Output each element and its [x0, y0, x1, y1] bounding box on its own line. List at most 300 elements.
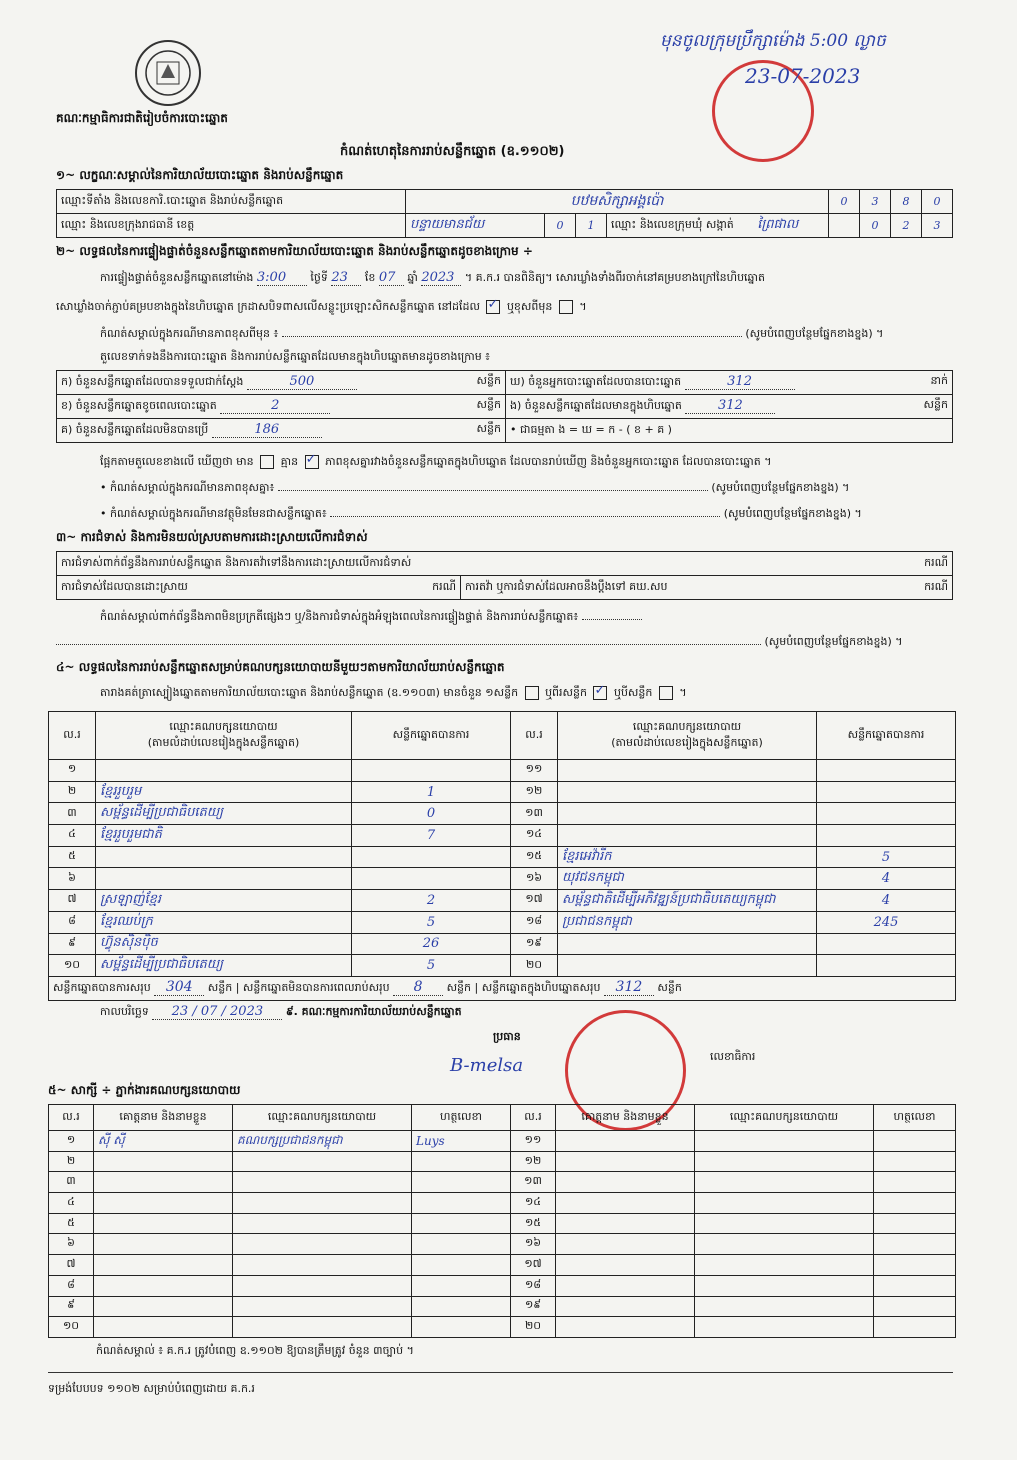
witness-row [49, 1234, 956, 1255]
office-name-label: ឈ្មោះទីតាំង និងលេខការិ.បោះឆ្នោត និងរាប់សន្លឹកឆ្នោត [57, 190, 406, 214]
witness-name [556, 1172, 695, 1193]
witness-row [49, 1317, 956, 1338]
p1-text: ការផ្ទៀងផ្ទាត់ចំនួនសន្លឹកឆ្នោតនៅម៉ោង [100, 271, 254, 284]
p1-year-label: ឆ្នាំ [407, 271, 418, 284]
handwritten-date: 23-07-2023 [745, 64, 861, 88]
fill-more-hint: (សូមបំពេញបន្ថែមផ្នែកខាងខ្នង) ។ [745, 327, 884, 340]
witness-name [556, 1213, 695, 1234]
p1-day-label: ថ្ងៃទី [310, 271, 328, 284]
witness-signature: Luys [412, 1131, 511, 1152]
figure-row-a [57, 371, 506, 395]
footer-rule [48, 1372, 953, 1373]
figure-unit: សន្លឹក [476, 422, 501, 435]
witness-name [556, 1193, 695, 1214]
result-votes [817, 933, 956, 955]
total-box-label: សន្លឹកឆ្នោតក្នុងហិបឆ្នោតសរុប [481, 981, 601, 995]
result-row [49, 781, 956, 803]
witness-no: ១០ [49, 1317, 94, 1338]
witness-party [233, 1193, 412, 1214]
three-sheets-checkbox[interactable] [659, 686, 673, 700]
result-votes [817, 825, 956, 847]
p1-text-b: ។ គ.ក.រ បានពិនិត្យ។ សោរឃ្លាំងទាំងពីរចាក់នៅគម្របខាងក្រៅនៃហិបឆ្នោត [464, 271, 766, 284]
witness-signature [874, 1213, 956, 1234]
witness-signature [412, 1151, 511, 1172]
result-no: ៩ [49, 933, 96, 955]
witness-name [94, 1193, 233, 1214]
result-votes: 5 [352, 911, 511, 933]
result-no: ៦ [49, 868, 96, 890]
witness-name [556, 1296, 695, 1317]
witness-party [695, 1296, 874, 1317]
result-party: ប្រជាជនកម្ពុជា [558, 911, 817, 933]
difference-line [100, 455, 771, 471]
result-votes: 245 [817, 911, 956, 933]
two-sheets-checkbox[interactable] [593, 686, 607, 700]
objections-table [56, 551, 953, 600]
result-party: សម្ព័ន្ធដើម្បីប្រជាធិបតេយ្យ [96, 955, 352, 977]
col-no: ល.រ [49, 712, 96, 760]
commune-number-digit: 0 [860, 214, 891, 238]
results-table [48, 711, 956, 1001]
witness-party [233, 1172, 412, 1193]
witness-name [94, 1317, 233, 1338]
result-votes: 1 [352, 781, 511, 803]
result-party: ខ្មែរអេវ៉ារីក [558, 846, 817, 868]
result-party: យុវជនកម្ពុជា [558, 868, 817, 890]
witness-no: ៥ [49, 1213, 94, 1234]
result-no: ១០ [49, 955, 96, 977]
witness-signature [874, 1193, 956, 1214]
signers-label: ៩. គណៈកម្មការការិយាល័យរាប់សន្លឹកឆ្នោត [285, 1005, 462, 1018]
section1-heading: ១~ លក្ខណៈសម្គាល់នៃការិយាល័យបោះឆ្នោត និងរាប់សន្លឹកឆ្នោត [56, 168, 344, 182]
witness-name [94, 1255, 233, 1276]
result-no: ១៨ [511, 911, 558, 933]
figure-value: 500 [247, 374, 357, 390]
witness-no: ១៩ [511, 1296, 556, 1317]
result-votes: 5 [817, 846, 956, 868]
emblem-icon [137, 42, 199, 104]
total-valid-label: សន្លឹកឆ្នោតបានការសរុប [53, 981, 151, 995]
total-box: 312 [604, 979, 654, 996]
witness-name [556, 1317, 695, 1338]
fill-more-hint: (សូមបំពេញបន្ថែមផ្នែកខាងខ្នង) ។ [711, 481, 850, 494]
result-party: ស្រឡាញ់ខ្មែរ [96, 890, 352, 912]
w-col-sign: ហត្ថលេខា [874, 1105, 956, 1131]
result-no: ១៦ [511, 868, 558, 890]
witness-signature [412, 1296, 511, 1317]
w-col-name: គោត្តនាម និងនាមខ្លួន [556, 1105, 695, 1131]
witness-row [49, 1151, 956, 1172]
handwritten-note: មុនចូលក្រុមប្រឹក្សាម៉ោង 5:00 ល្ងាច [660, 31, 886, 51]
witness-no: ១៧ [511, 1255, 556, 1276]
witness-signature [874, 1131, 956, 1152]
witness-signature [412, 1193, 511, 1214]
commune-number-digit: 3 [922, 214, 953, 238]
witness-name [556, 1255, 695, 1276]
witness-name: ស៊ី ស៊ី [94, 1131, 233, 1152]
result-party: សម្ព័ន្ធដើម្បីប្រជាធិបតេយ្យ [96, 803, 352, 825]
section3-note [100, 610, 642, 626]
sheet-unit: សន្លឹក [446, 981, 472, 995]
result-votes: 2 [352, 890, 511, 912]
witness-party [695, 1131, 874, 1152]
witness-no: ២០ [511, 1317, 556, 1338]
witness-party [233, 1213, 412, 1234]
result-no: ១៧ [511, 890, 558, 912]
col-party [558, 712, 817, 760]
result-no: ៧ [49, 890, 96, 912]
result-no: ៣ [49, 803, 96, 825]
col-votes: សន្លឹកឆ្នោតបានការ [817, 712, 956, 760]
bullet1-label: • កំណត់សម្គាល់ក្នុងករណីមានភាពខុសគ្នា៖ [100, 481, 275, 494]
witness-name [556, 1234, 695, 1255]
witness-name [556, 1151, 695, 1172]
chair-label: ប្រធាន [493, 1030, 521, 1043]
figure-value: 186 [212, 422, 322, 438]
resolved-objections [57, 576, 461, 600]
result-row [49, 911, 956, 933]
col-party-sub: (តាមលំដាប់លេខរៀងក្នុងសន្លឹកឆ្នោត) [147, 735, 300, 749]
difference-note-label: កំណត់សម្គាល់ក្នុងករណីមានភាពខុសពីមុន ៖ [100, 327, 279, 340]
cases-label: ករណី [924, 579, 948, 593]
results-totals: សន្លឹកឆ្នោតបានការសរុប 304 សន្លឹក | សន្លឹកឆ្នោតមិនបានការពេលរាប់សរុប 8 សន្លឹក | សន្លឹកឆ្នោតក្នុងហិបឆ្នោតសរុប 312 សន្លឹក [49, 976, 956, 1000]
witness-party: គណបក្សប្រជាជនកម្ពុជា [233, 1131, 412, 1152]
result-no: ៥ [49, 846, 96, 868]
section2-heading: ២~ លទ្ធផលនៃការផ្ទៀងផ្ទាត់ចំនួនសន្លឹកឆ្នោតតាមការិយាល័យបោះឆ្នោត និងរាប់សន្លឹកឆ្នោតដូចខាងក្រោម ÷ [56, 244, 533, 258]
witness-no: ១ [49, 1131, 94, 1152]
witness-signature [412, 1172, 511, 1193]
committee-emblem [135, 40, 201, 106]
col-party-sub: (តាមលំដាប់លេខរៀងក្នុងសន្លឹកឆ្នោត) [611, 735, 763, 749]
opt3-label: ឬបីសន្លឹក [613, 686, 653, 699]
result-row [49, 846, 956, 868]
witness-signature [412, 1317, 511, 1338]
result-row [49, 868, 956, 890]
section5-note: កំណត់សម្គាល់ ៖ គ.ក.រ ត្រូវបំពេញ ឧ.១១០២ ឱ្យបានត្រឹមត្រូវ ចំនួន ៣ច្បាប់ ។ [96, 1344, 414, 1357]
witness-no: ២ [49, 1151, 94, 1172]
witness-name [94, 1172, 233, 1193]
witness-party [695, 1255, 874, 1276]
section1-table [56, 189, 953, 238]
result-row [49, 825, 956, 847]
witness-name [94, 1213, 233, 1234]
witness-no: ១៦ [511, 1234, 556, 1255]
result-no: ១១ [511, 760, 558, 782]
result-votes [352, 868, 511, 890]
witness-no: ១៣ [511, 1172, 556, 1193]
result-party [96, 846, 352, 868]
result-votes: 26 [352, 933, 511, 955]
no-difference-checkbox[interactable] [305, 455, 319, 469]
difference-note-field[interactable] [282, 336, 742, 337]
bullet2-label: • កំណត់សម្គាល់ក្នុងករណីមានវត្ថុមិនមែនជាសន្លឹកឆ្នោត៖ [100, 507, 327, 520]
result-party [558, 825, 817, 847]
province-value: បន្ទាយមានជ័យ [406, 214, 545, 238]
witness-no: ១៥ [511, 1213, 556, 1234]
col-votes: សន្លឹកឆ្នោតបានការ [352, 712, 511, 760]
bullet2-field[interactable] [330, 516, 720, 517]
witness-row [49, 1172, 956, 1193]
result-party: ខ្មែរឈប់ក្រ [96, 911, 352, 933]
witness-row [49, 1255, 956, 1276]
office-number-digit: 3 [860, 190, 891, 214]
one-sheet-checkbox[interactable] [525, 686, 539, 700]
check-time: 3:00 [257, 270, 307, 286]
result-row [49, 955, 956, 977]
fill-more-hint: (សូមបំពេញបន្ថែមផ្នែកខាងខ្នង) ។ [723, 507, 862, 520]
result-no: ២០ [511, 955, 558, 977]
result-party [558, 803, 817, 825]
w-col-no: ល.រ [511, 1105, 556, 1131]
figure-label: ក) ចំនួនសន្លឹកឆ្នោតដែលបានទទួលជាក់ស្តែង [61, 375, 244, 388]
result-party: ខ្មែររួបរួម [96, 781, 352, 803]
witness-row [49, 1275, 956, 1296]
witness-party [695, 1151, 874, 1172]
bullet1-field[interactable] [278, 490, 708, 491]
figure-formula: • ជាធម្មតា ង = ឃ = ក - ( ខ + គ ) [506, 419, 953, 443]
witness-no: ១៤ [511, 1193, 556, 1214]
same-checkbox[interactable] [486, 300, 500, 314]
result-votes: 0 [352, 803, 511, 825]
objections-row1-text: ការជំទាស់ពាក់ព័ន្ធនឹងការរាប់សន្លឹកឆ្នោត និងការតវ៉ាទៅនឹងការដោះស្រាយលើការជំទាស់ [61, 555, 412, 569]
commune-label [607, 214, 829, 238]
p2-text: សោឃ្លាំងចាក់ភ្ជាប់គម្របខាងក្នុងនៃហិបឆ្នោត ក្រដាសបិទពាសលើសន្លូះប្រឡោះសិកសន្លឹកឆ្នោត នៅដដែល [56, 300, 480, 313]
witness-party [695, 1275, 874, 1296]
office-number-digit: 0 [922, 190, 953, 214]
witness-party [695, 1317, 874, 1338]
result-row [49, 890, 956, 912]
bullet2-line [100, 507, 862, 523]
p4-text: ផ្អែកតាមតួលេខខាងលើ ឃើញថា មាន [100, 455, 254, 468]
result-votes [817, 781, 956, 803]
witness-row [49, 1296, 956, 1317]
witness-party [695, 1193, 874, 1214]
result-no: ២ [49, 781, 96, 803]
opt2-label: ឬពីរសន្លឹក [545, 686, 587, 699]
made-date-line [100, 1004, 462, 1021]
w-col-sign: ហត្ថលេខា [412, 1105, 511, 1131]
province-number-digit: 0 [545, 214, 576, 238]
committee-name: គណៈកម្មាធិការជាតិរៀបចំការបោះឆ្នោត [56, 111, 228, 125]
section3-note-label: កំណត់សម្គាល់ពាក់ព័ន្ធនឹងភាពមិនប្រក្រតីផ្សេងៗ ឬ/និងការជំទាស់ក្នុងអំឡុងពេលនៃការផ្ទៀងផ្ទាត់ និងការរាប់សន្លឹកឆ្នោត៖ [100, 610, 579, 623]
witness-no: ៣ [49, 1172, 94, 1193]
witness-party [695, 1234, 874, 1255]
intro-text: តារាងគត់ត្រាស្បៀងឆ្នោតតាមការិយាល័យបោះឆ្នោត និងរាប់សន្លឹកឆ្នោត (ឧ.១១០៣) មានចំនួន ១សន្លឹក [100, 686, 519, 699]
figure-unit: សន្លឹក [923, 398, 948, 411]
witness-signature [874, 1317, 956, 1338]
result-no: ១៥ [511, 846, 558, 868]
witness-party [233, 1275, 412, 1296]
sheet-unit: សន្លឹក [207, 981, 233, 995]
objections-row1 [57, 552, 953, 576]
result-no: ១៩ [511, 933, 558, 955]
witness-signature [412, 1255, 511, 1276]
cases-label: ករណី [432, 579, 456, 593]
witness-signature [874, 1275, 956, 1296]
p4-none: គ្មាន [280, 455, 299, 468]
w-col-party: ឈ្មោះគណបក្សនយោបាយ [233, 1105, 412, 1131]
result-votes [817, 955, 956, 977]
witness-no: ៧ [49, 1255, 94, 1276]
witness-row [49, 1193, 956, 1214]
result-no: ១២ [511, 781, 558, 803]
commune-number-spacer [829, 214, 860, 238]
p1-month-label: ខែ [364, 271, 376, 284]
result-votes: 5 [352, 955, 511, 977]
p2-or: ឬខុសពីមុន [506, 300, 553, 313]
total-valid: 304 [154, 979, 204, 996]
chair-signature: B-melsa [450, 1055, 524, 1076]
section3-note-field2[interactable] [56, 644, 761, 645]
result-party [558, 933, 817, 955]
has-difference-checkbox[interactable] [260, 455, 274, 469]
appealed-objections [461, 576, 953, 600]
figure-row-b [57, 395, 506, 419]
resolved-label: ការជំទាស់ដែលបានដោះស្រាយ [61, 579, 188, 593]
witness-no: ៦ [49, 1234, 94, 1255]
figure-label: ឃ) ចំនួនអ្នកបោះឆ្នោតដែលបានបោះឆ្នោត [510, 375, 682, 388]
section3-note-field[interactable] [582, 619, 642, 620]
result-no: ១៣ [511, 803, 558, 825]
witness-party [233, 1296, 412, 1317]
col-party-title: ឈ្មោះគណបក្សនយោបាយ [169, 719, 278, 733]
section4-intro: តារាងគត់ត្រាស្បៀងឆ្នោតតាមការិយាល័យបោះឆ្នោត និងរាប់សន្លឹកឆ្នោត (ឧ.១១០៣) មានចំនួន ១សន្លឹក ឬពីរសន្លឹក ✓ ឬបីសន្លឹក ។ [100, 686, 687, 702]
form-footer: ទម្រង់បែបបទ ១១០២ សម្រាប់បំពេញដោយ គ.ក.រ [48, 1382, 255, 1395]
section2-paragraph1 [100, 270, 765, 287]
result-party: ហ៊្វុនស៊ិនប៉ិច [96, 933, 352, 955]
result-row [49, 760, 956, 782]
witness-body [49, 1131, 956, 1338]
office-name-value: បឋមសិក្សាអង្គប៉ោ [406, 190, 829, 214]
figure-unit: សន្លឹក [476, 374, 501, 387]
witness-no: ១៨ [511, 1275, 556, 1296]
section4-heading: ៤~ លទ្ធផលនៃការរាប់សន្លឹកឆ្នោតសម្រាប់គណបក្សនយោបាយនីមួយៗតាមការិយាល័យរាប់សន្លឹកឆ្នោត [56, 660, 505, 674]
office-number-digit: 8 [891, 190, 922, 214]
witness-signature [874, 1151, 956, 1172]
section3-heading: ៣~ ការជំទាស់ និងការមិនយល់ស្របតាមការដោះស្រាយលើការជំទាស់ [56, 530, 368, 544]
secretary-label: លេខាធិការ [710, 1050, 756, 1063]
cases-label: ករណី [924, 555, 948, 569]
figure-row-d [506, 371, 953, 395]
witness-party [233, 1234, 412, 1255]
form-title: កំណត់ហេតុនៃការរាប់សន្លឹកឆ្នោត (ឧ.១១០២) [340, 144, 565, 159]
witness-no: ១២ [511, 1151, 556, 1172]
figure-value: 312 [685, 398, 775, 414]
result-party [558, 760, 817, 782]
w-col-name: គោត្តនាម និងនាមខ្លួន [94, 1105, 233, 1131]
figure-unit: សន្លឹក [476, 398, 501, 411]
witness-signature [874, 1255, 956, 1276]
figure-value: 312 [685, 374, 795, 390]
section3-note-line2 [56, 635, 903, 651]
w-col-no: ល.រ [49, 1105, 94, 1131]
figure-label: គ) ចំនួនសន្លឹកឆ្នោតដែលមិនបានប្រើ [61, 423, 209, 436]
province-number-digit: 1 [576, 214, 607, 238]
results-body [49, 760, 956, 977]
witness-name [94, 1151, 233, 1172]
result-row [49, 803, 956, 825]
total-invalid: 8 [393, 979, 443, 996]
check-day: 23 [331, 270, 361, 286]
figure-unit: នាក់ [930, 374, 948, 387]
result-votes [352, 760, 511, 782]
commune-value: ព្រៃផាល [757, 217, 799, 232]
witness-no: ៤ [49, 1193, 94, 1214]
result-no: ១៤ [511, 825, 558, 847]
figures-table [56, 370, 953, 443]
figure-row-c [57, 419, 506, 443]
col-party-title: ឈ្មោះគណបក្សនយោបាយ [632, 719, 742, 733]
col-no: ល.រ [511, 712, 558, 760]
witness-party [695, 1172, 874, 1193]
check-month: 07 [379, 270, 404, 286]
result-votes [817, 760, 956, 782]
witness-signature [412, 1234, 511, 1255]
commune-label-text: ឈ្មោះ និងលេខក្រុមឃុំ សង្កាត់ [611, 218, 734, 231]
figure-value: 2 [220, 398, 330, 414]
different-checkbox[interactable] [559, 300, 573, 314]
witness-name [556, 1131, 695, 1152]
made-on-label: កាលបរិច្ឆេទ [100, 1005, 149, 1018]
result-party: សម្ព័ន្ធជាតិដើម្បីអភិវឌ្ឍន៍ប្រជាធិបតេយ្យកម្ពុជា [558, 890, 817, 912]
witness-no: ៨ [49, 1275, 94, 1296]
witness-signature [412, 1213, 511, 1234]
witness-no: ១១ [511, 1131, 556, 1152]
appealed-label: ការតវ៉ា ឬការជំទាស់ដែលអាចនឹងប្តឹងទៅ គឃ.សប [465, 579, 668, 593]
result-party [96, 868, 352, 890]
result-party [558, 955, 817, 977]
sheet-unit: សន្លឹក [657, 981, 682, 995]
w-col-party: ឈ្មោះគណបក្សនយោបាយ [695, 1105, 874, 1131]
col-party [96, 712, 352, 760]
witness-signature [874, 1296, 956, 1317]
witness-party [233, 1151, 412, 1172]
p4-text-c: ភាពខុសគ្នារវាងចំនួនសន្លឹកឆ្នោតក្នុងហិបឆ្នោត ដែលបានរាប់ឃើញ និងចំនួនអ្នកបោះឆ្នោត ដែលបានបោះឆ្នោត ។ [325, 455, 772, 468]
section2-paragraph2: សោឃ្លាំងចាក់ភ្ជាប់គម្របខាងក្នុងនៃហិបឆ្នោត ក្រដាសបិទពាសលើសន្លូះប្រឡោះសិកសន្លឹកឆ្នោត នៅដដែល ✓ ឬខុសពីមុន ។ [56, 300, 587, 316]
result-no: ១ [49, 760, 96, 782]
witness-no: ៩ [49, 1296, 94, 1317]
difference-note-line [100, 327, 950, 343]
witness-party [695, 1213, 874, 1234]
witness-party [233, 1317, 412, 1338]
result-party [558, 781, 817, 803]
fill-more-hint: (សូមបំពេញបន្ថែមផ្នែកខាងខ្នង) ។ [764, 635, 903, 648]
witness-party [233, 1255, 412, 1276]
figure-label: ង) ចំនួនសន្លឹកឆ្នោតដែលមានក្នុងហិបឆ្នោត [510, 399, 682, 412]
result-party: ខ្មែររួបរួមជាតិ [96, 825, 352, 847]
result-votes: 7 [352, 825, 511, 847]
result-party [96, 760, 352, 782]
figure-row-e [506, 395, 953, 419]
result-votes [352, 846, 511, 868]
commune-number-digit: 2 [891, 214, 922, 238]
witness-table [48, 1104, 956, 1338]
made-date: 23 / 07 / 2023 [152, 1004, 282, 1020]
witness-row [49, 1131, 956, 1152]
bullet1-line [100, 481, 849, 497]
figures-intro: តួលេខទាក់ទងនឹងការបោះឆ្នោត និងការរាប់សន្លឹកឆ្នោតដែលមានក្នុងហិបឆ្នោតមានដូចខាងក្រោម ៖ [100, 350, 491, 363]
province-label: ឈ្មោះ និងលេខក្រុងរាជធានី ខេត្ត [57, 214, 406, 238]
total-invalid-label: សន្លឹកឆ្នោតមិនបានការពេលរាប់សរុប [242, 981, 390, 995]
section5-heading: ៥~ សាក្សី ÷ ភ្នាក់ងារគណបក្សនយោបាយ [48, 1083, 241, 1097]
witness-signature [874, 1172, 956, 1193]
witness-name [94, 1296, 233, 1317]
witness-name [94, 1234, 233, 1255]
check-year: 2023 [421, 270, 461, 286]
result-votes: 4 [817, 868, 956, 890]
result-votes [817, 803, 956, 825]
result-no: ៨ [49, 911, 96, 933]
